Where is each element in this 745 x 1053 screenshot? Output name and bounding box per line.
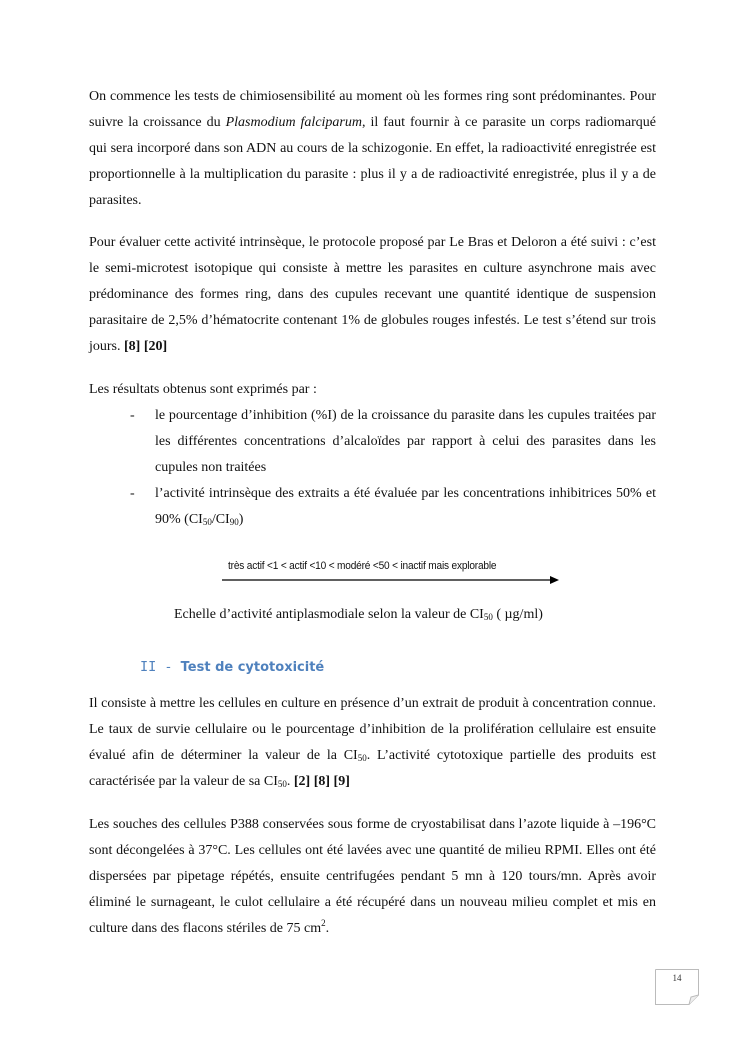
- references: [8] [20]: [124, 339, 168, 354]
- paragraph-p388-cells: Les souches des cellules P388 conservées sous forme de cryostabilisat dans l’azote liquide à –196°C sont décongelées à 37°C. Les cellules ont été lavées avec une quantité de milieu RPMI. Elles ont été dispersées par pipetage répétés, ensuite centrifugées pendant 5 mn à 120 tours/mn. Après avoir éliminé le surnageant, le culot cellulaire a été récupéré dans un nouveau milieu complet et mis en culture dans des flacons stériles de 75 $cm^2$.: [89, 817, 656, 936]
- paragraph-chemosensitivity: On commence les tests de chimiosensibilité au moment où les formes ring sont prédominantes. Pour suivre la croissance du Plasmodium falciparum, il faut fournir à ce parasite un corps radiomarqué qui sera incorporé dans son ADN au cours de la schizogonie. En effet, la radioactivité enregistrée est proportionnelle à la multiplication du parasite : plus il y a de radioactivité enregistrée, plus il y a de parasites.: [89, 89, 657, 208]
- arrow-icon: [222, 574, 562, 586]
- references: [2] [8] [9]: [293, 774, 350, 789]
- section-title: Test de cytotoxicité: [180, 660, 325, 675]
- document-page: On commence les tests de chimiosensibilité au moment où les formes ring sont prédominantes. Pour suivre la croissance du Plasmodium falciparum, il faut fournir à ce parasite un corps radiomarqué qui sera incorporé dans son ADN au cours de la schizogonie. En effet, la radioactivité enregistrée est proportionnelle à la multiplication du parasite : plus il y a de radioactivité enregistrée, plus il y a de parasites. Pour évaluer cette activité intrinsèque, le protocole proposé par Le Bras et Deloron a été suivi : c’est le semi-microtest isotopique qui consiste à mettre les parasites en culture asynchrone mais avec prédominance des formes ring, dans des cupules recevant une quantité identique de suspension parasitaire de 2,5% d’hématocrite contenant 1% de globules rouges infestés. Le test s’étend sur trois jours. [8] [20] Les résultats obtenus sont exprimés par : - le pourcentage d’inhibition (%I) de la croissance du parasite dans les cupules traitées par les différentes concentrations d’alcaloïdes par rapport à celui des parasites dans les cupules non traitées - l’activité intrinsèque des extraits a été évaluée par les concentrations inhibitrices 50% et 90% $(CI_{50}/CI_{90})$ très actif <1 < actif <10 < modéré <50 < inactif mais explorable Echelle d’activité antiplasmodiale selon la valeur de $CI_{50}$ ( µg/ml) II - Test de cytotoxicité Il consiste à mettre les cellules en culture en présence d’un extrait de produit à concentration connue. Le taux de survie cellulaire ou le pourcentage d’inhibition de la prolifération cellulaire est ensuite évalué afin de déterminer la valeur de la $CI_{50}$. L’activité cytotoxique partielle des produits est caractérisée par la valeur de sa $CI_{50}$. [2] [8] [9] Les souches des cellules P388 conservées sous forme de cryostabilisat dans l’azote liquide à –196°C sont décongelées à 37°C. Les cellules ont été lavées avec une quantité de milieu RPMI. Elles ont été dispersées par pipetage répétés, ensuite centrifugées pendant 5 mn à 120 tours/mn. Après avoir éliminé le surnageant, le culot cellulaire a été récupéré dans un nouveau milieu complet et mis en culture dans des flacons stériles de 75 $cm^2$. 14: [0, 0, 745, 1053]
- section-heading: [140, 659, 324, 675]
- activity-scale-label: très actif <1 < actif <10 < modéré <50 < inactif mais explorable: [228, 560, 497, 572]
- paragraph-cytotoxicity: Il consiste à mettre les cellules en culture en présence d’un extrait de produit à concentration connue. Le taux de survie cellulaire ou le pourcentage d’inhibition de la prolifération cellulaire est ensuite évalué afin de déterminer la valeur de la $CI_{50}$. L’activité cytotoxique partielle des produits est caractérisée par la valeur de sa $CI_{50}$. [2] [8] [9]: [89, 696, 657, 789]
- page-number: 14: [672, 973, 682, 983]
- scale-caption: Echelle d’activité antiplasmodiale selon la valeur de $CI_{50}$ ( µg/ml): [174, 607, 543, 622]
- species-name: Plasmodium falciparum: [225, 115, 362, 130]
- paragraph-protocol: Pour évaluer cette activité intrinsèque, le protocole proposé par Le Bras et Deloron a été suivi : c’est le semi-microtest isotopique qui consiste à mettre les parasites en culture asynchrone mais avec prédominance des formes ring, dans des cupules recevant une quantité identique de suspension parasitaire de 2,5% d’hématocrite contenant 1% de globules rouges infestés. Le test s’étend sur trois jours. [8] [20]: [89, 235, 656, 354]
- section-number: II -: [140, 659, 181, 675]
- list-bullet: -: [130, 486, 135, 501]
- list-bullet: -: [130, 408, 135, 423]
- activity-scale: [222, 560, 562, 588]
- paragraph-results-intro: Les résultats obtenus sont exprimés par :: [89, 382, 317, 397]
- page-number-box: [655, 969, 699, 1005]
